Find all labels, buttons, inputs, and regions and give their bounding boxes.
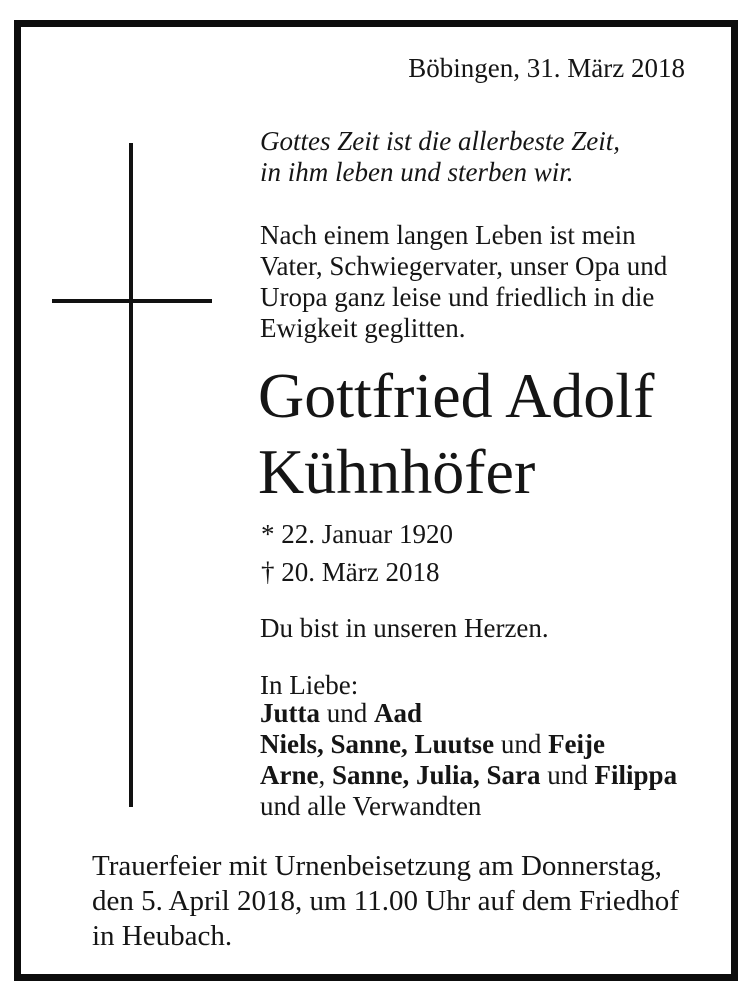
deceased-name-line: Gottfried Adolf — [258, 360, 655, 431]
birth-date: 22. Januar 1920 — [281, 519, 453, 549]
mourner-line: Niels, Sanne, Luutse und Feije — [260, 729, 606, 759]
funeral-info — [92, 849, 679, 954]
announcement-line: Nach einem langen Leben ist mein — [260, 220, 636, 250]
mourner-line: Arne, Sanne, Julia, Sara und Filippa — [260, 760, 678, 790]
mourners-closing: und alle Verwandten — [260, 791, 482, 821]
dateline: Böbingen, 31. März 2018 — [408, 53, 685, 83]
mourners-list — [260, 698, 677, 822]
death-date: 20. März 2018 — [281, 557, 440, 587]
mourner-line: Jutta und Aad — [260, 698, 423, 728]
announcement-line: Vater, Schwiegervater, unser Opa und — [260, 251, 668, 281]
death-date-line — [261, 553, 453, 591]
announcement-line: Uropa ganz leise und friedlich in die — [260, 282, 655, 312]
birth-symbol: * — [261, 519, 275, 549]
cross-horizontal-bar — [52, 299, 212, 303]
announcement-text — [260, 220, 667, 344]
quote-line: in ihm leben und sterben wir. — [260, 157, 574, 187]
remembrance-line: Du bist in unseren Herzen. — [260, 613, 549, 643]
deceased-name — [258, 358, 654, 510]
death-cross-symbol: † — [261, 557, 275, 587]
funeral-info-line: den 5. April 2018, um 11.00 Uhr auf dem Friedhof — [92, 885, 679, 917]
funeral-info-line: in Heubach. — [92, 920, 233, 952]
cross-vertical-bar — [129, 143, 133, 807]
mourners-heading: In Liebe: — [260, 670, 359, 700]
scripture-quote — [260, 126, 620, 188]
funeral-info-line: Trauerfeier mit Urnenbeisetzung am Donnerstag, — [92, 850, 662, 882]
quote-line: Gottes Zeit ist die allerbeste Zeit, — [260, 126, 620, 156]
life-dates — [261, 515, 453, 591]
deceased-name-line: Kühnhöfer — [258, 436, 536, 507]
announcement-line: Ewigkeit geglitten. — [260, 313, 466, 343]
birth-date-line — [261, 515, 453, 553]
